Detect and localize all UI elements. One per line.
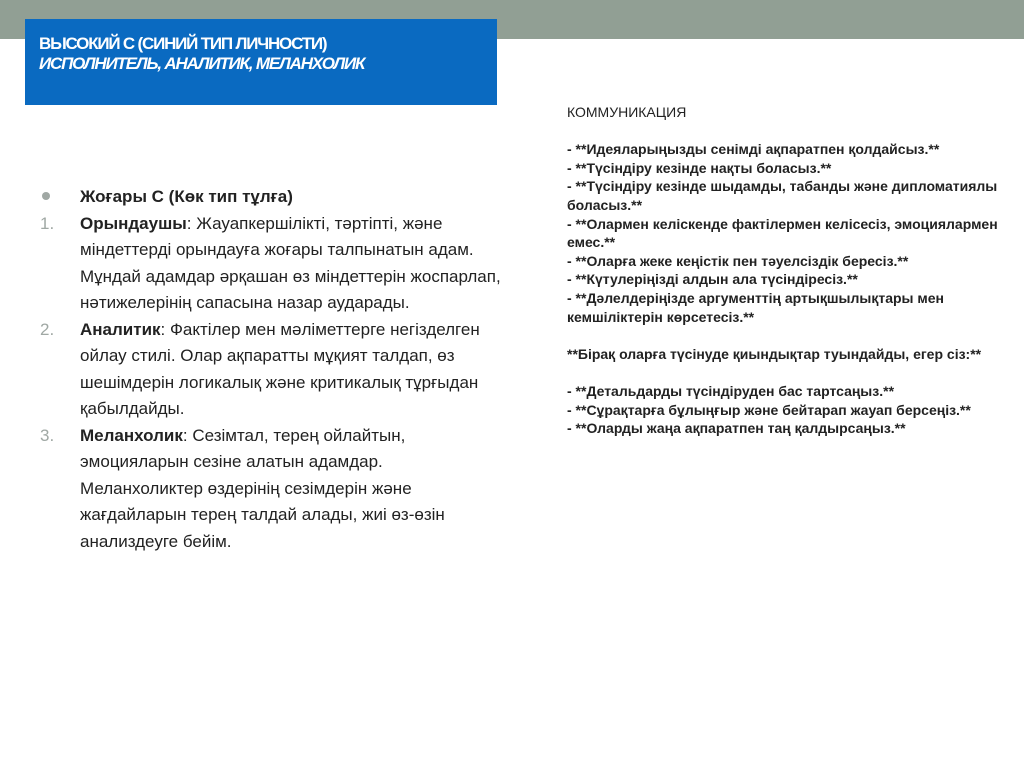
personality-description xyxy=(40,184,510,555)
communication-heading: КОММУНИКАЦИЯ xyxy=(567,104,687,120)
difficulty-point: - **Детальдарды түсіндіруден бас тартсаңыз.** xyxy=(567,382,895,399)
item-number: 3. xyxy=(40,425,55,445)
item-text: : Фактілер мен мәліметтерге негізделген ойлау стилі. Олар ақпаратты мұқият талдап, өз шешімдерін логикалық және критикалық тұрғыдан қабылдайды. xyxy=(80,319,480,418)
item-term: Меланхолик xyxy=(80,425,183,445)
communication-point: - **Оларға жеке кеңістік пен тәуелсіздік бересіз.** xyxy=(567,252,909,269)
communication-point: - **Дәлелдеріңізде аргументтің артықшылықтары мен кемшіліктерін көрсетесіз.** xyxy=(567,289,944,325)
numbered-item-performer xyxy=(40,211,510,317)
item-text: : Жауапкершілікті, тәртіпті, және міндеттерді орындауға жоғары талпынатын адам. Мұндай адамдар әрқашан өз міндеттерін жоспарлап, нәтижелерінің сапасына назар аударады. xyxy=(80,213,501,312)
item-term: Аналитик xyxy=(80,319,161,339)
bullet-title: Жоғары С (Көк тип тұлға) xyxy=(80,187,293,206)
difficulty-intro: **Бірақ оларға түсінуде қиындықтар туындайды, егер сіз:** xyxy=(567,345,982,362)
communication-point: - **Түсіндіру кезінде нақты боласыз.** xyxy=(567,159,832,176)
item-number: 1. xyxy=(40,213,55,233)
numbered-item-melancholic xyxy=(40,423,510,556)
communication-section xyxy=(567,103,1007,438)
difficulty-point: - **Оларды жаңа ақпаратпен таң қалдырсаңыз.** xyxy=(567,420,906,437)
slide-title: ВЫСОКИЙ С (СИНИЙ ТИП ЛИЧНОСТИ) xyxy=(39,34,327,53)
item-text: : Сезімтал, терең ойлайтын, эмоцияларын сезіне алатын адамдар. Меланхоликтер өздерінің сезімдерін және жағдайларын терең талдай алады, жиі өз-өзін анализдеуге бейім. xyxy=(80,425,445,551)
communication-point: - **Идеяларыңызды сенімді ақпаратпен қолдайсыз.** xyxy=(567,141,940,158)
bullet-item xyxy=(40,184,510,211)
communication-point: - **Олармен келіскенде фактілермен келісесіз, эмоциялармен емес.** xyxy=(567,215,998,251)
difficulty-point: - **Сұрақтарға бұлыңғыр және бейтарап жауап берсеңіз.** xyxy=(567,401,971,418)
item-term: Орындаушы xyxy=(80,213,187,233)
communication-point: - **Күтулеріңізді алдын ала түсіндіресіз.** xyxy=(567,271,858,288)
communication-point: - **Түсіндіру кезінде шыдамды, табанды және дипломатиялы боласыз.** xyxy=(567,178,998,213)
item-number: 2. xyxy=(40,319,55,339)
bullet-dot-icon xyxy=(42,192,50,200)
slide-subtitle: ИСПОЛНИТЕЛЬ, АНАЛИТИК, МЕЛАНХОЛИК xyxy=(39,54,365,73)
numbered-item-analyst xyxy=(40,317,510,423)
slide-title-box xyxy=(25,19,497,105)
